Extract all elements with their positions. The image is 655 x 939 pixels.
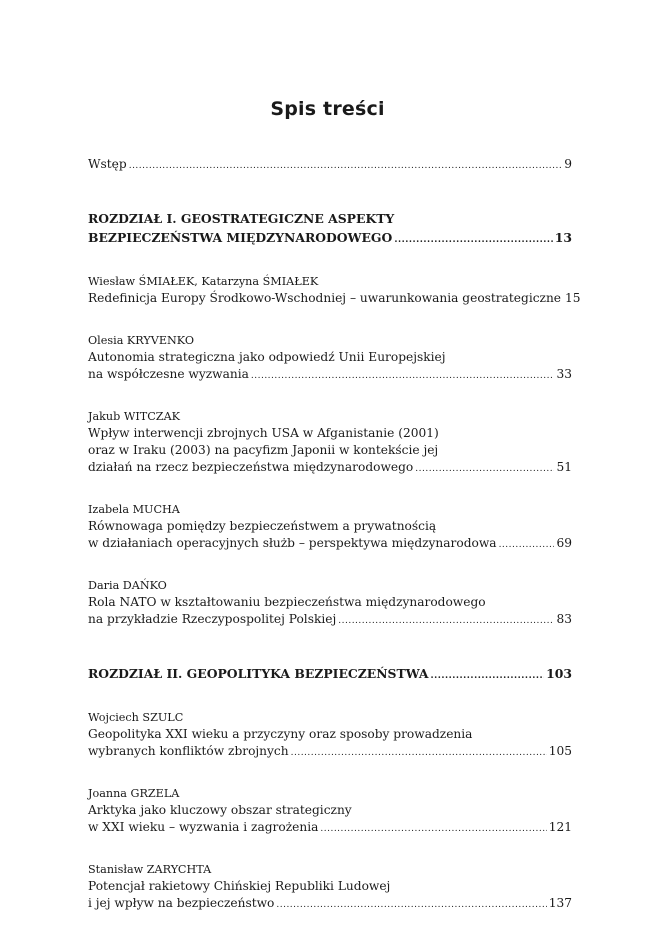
page-number: 15: [565, 291, 581, 305]
entry-title: Potencjał rakietowy Chińskiej Republiki Ludowej: [88, 879, 391, 893]
toc-line: [88, 290, 581, 309]
page-number: 121: [548, 820, 572, 834]
entry-title: Wstęp: [88, 157, 127, 171]
table-of-contents: [88, 156, 581, 914]
toc-line: [88, 156, 572, 175]
toc-line: [88, 366, 572, 385]
page-number: 13: [554, 230, 572, 245]
entry-title: Redefinicja Europy Środkowo-Wschodniej – uwarunkowania geostrategiczne: [88, 291, 562, 305]
toc-entry[interactable]: [88, 502, 572, 554]
chapter-1-entries: [88, 274, 581, 630]
dot-leader: [276, 897, 546, 914]
toc-line: [88, 349, 572, 366]
chapter-title: BEZPIECZEŃSTWA MIĘDZYNARODOWEGO: [88, 230, 393, 245]
dot-leader: [430, 667, 544, 686]
entry-title: Równowaga pomiędzy bezpieczeństwem a prywatnością: [88, 519, 437, 533]
entry-title: wybranych konfliktów zbrojnych: [88, 744, 289, 758]
entry-title: Geopolityka XXI wieku a przyczyny oraz sposoby prowadzenia: [88, 727, 473, 741]
toc-line: [88, 594, 572, 611]
page-number: 83: [556, 612, 572, 626]
toc-line: [88, 535, 572, 554]
dot-leader: [291, 745, 547, 762]
dot-leader: [338, 613, 554, 630]
toc-entry[interactable]: [88, 862, 572, 914]
entry-title: Wpływ interwencji zbrojnych USA w Afganistanie (2001): [88, 426, 439, 440]
toc-line: [88, 878, 572, 895]
entry-author: Daria DAŃKO: [88, 579, 167, 592]
chapter-title-line: [88, 664, 572, 686]
entry-title: na przykładzie Rzeczypospolitej Polskiej: [88, 612, 337, 626]
dot-leader: [251, 368, 555, 385]
entry-author: Joanna GRZELA: [88, 787, 180, 800]
entry-title: działań na rzecz bezpieczeństwa międzynarodowego: [88, 460, 414, 474]
toc-line: [88, 611, 572, 630]
page-number: 9: [564, 157, 572, 171]
toc-entry[interactable]: [88, 578, 572, 630]
entry-author: Wojciech SZULC: [88, 711, 184, 724]
entry-title: Rola NATO w kształtowaniu bezpieczeństwa międzynarodowego: [88, 595, 486, 609]
page-number: 137: [548, 896, 572, 910]
page-number: 103: [546, 666, 572, 681]
toc-line: [88, 743, 572, 762]
toc-line: [88, 442, 572, 459]
toc-line: [88, 802, 572, 819]
toc-entry[interactable]: [88, 710, 572, 762]
toc-entry-intro[interactable]: [88, 156, 572, 175]
dot-leader: [394, 231, 552, 250]
toc-line: [88, 425, 572, 442]
chapter-title: ROZDZIAŁ II. GEOPOLITYKA BEZPIECZEŃSTWA: [88, 666, 429, 681]
toc-entry[interactable]: [88, 409, 572, 478]
page-number: 51: [556, 460, 572, 474]
entry-title: i jej wpływ na bezpieczeństwo: [88, 896, 275, 910]
dot-leader: [129, 158, 563, 175]
chapter-title-line: [88, 209, 572, 228]
toc-line: [88, 895, 572, 914]
dot-leader: [320, 821, 546, 838]
entry-author: Izabela MUCHA: [88, 503, 180, 516]
entry-title: oraz w Iraku (2003) na pacyfizm Japonii w kontekście jej: [88, 443, 439, 457]
page-title: Spis treści: [270, 98, 385, 120]
toc-chapter-2[interactable]: [88, 664, 572, 686]
toc-line: [88, 459, 572, 478]
chapter-title-line: [88, 228, 572, 250]
chapter-title: ROZDZIAŁ I. GEOSTRATEGICZNE ASPEKTY: [88, 211, 395, 226]
toc-entry[interactable]: [88, 333, 572, 385]
entry-title: w działaniach operacyjnych służb – perspektywa międzynarodowa: [88, 536, 497, 550]
toc-entry[interactable]: [88, 274, 581, 309]
entry-author: Olesia KRYVENKO: [88, 334, 195, 347]
toc-line: [88, 518, 572, 535]
chapter-2-entries: [88, 710, 572, 914]
toc-entry[interactable]: [88, 786, 572, 838]
entry-title: Autonomia strategiczna jako odpowiedź Unii Europejskiej: [88, 350, 446, 364]
entry-title: na współczesne wyzwania: [88, 367, 249, 381]
entry-title: Arktyka jako kluczowy obszar strategiczny: [88, 803, 352, 817]
entry-author: Wiesław ŚMIAŁEK, Katarzyna ŚMIAŁEK: [88, 275, 319, 288]
dot-leader: [499, 537, 555, 554]
dot-leader: [415, 461, 554, 478]
page-number: 69: [556, 536, 572, 550]
entry-author: Jakub WITCZAK: [88, 410, 181, 423]
toc-chapter-1[interactable]: [88, 209, 572, 250]
entry-title: w XXI wieku – wyzwania i zagrożenia: [88, 820, 319, 834]
toc-line: [88, 819, 572, 838]
page-number: 105: [548, 744, 572, 758]
entry-author: Stanisław ZARYCHTA: [88, 863, 212, 876]
page-number: 33: [556, 367, 572, 381]
toc-line: [88, 726, 572, 743]
